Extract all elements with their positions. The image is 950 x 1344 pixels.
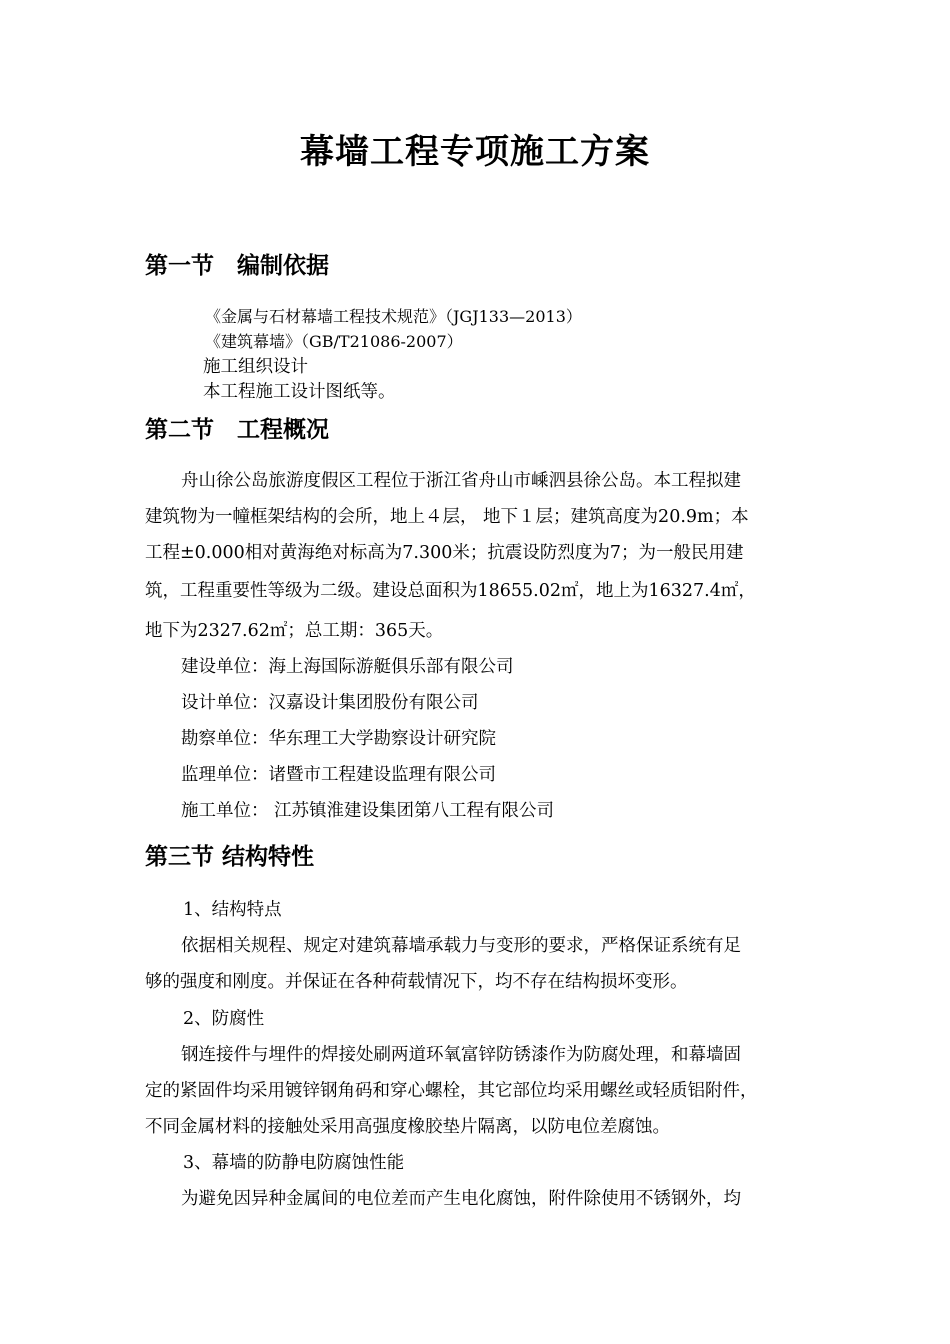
reference-item: 《金属与石材幕墙工程技术规范》（JGJ133—2013） [205,307,582,326]
paragraph-line: 不同金属材料的接触处采用高强度橡胶垫片隔离，以防电位差腐蚀。 [145,1117,670,1137]
reference-item: 施工组织设计 [203,357,308,377]
paragraph-line: 定的紧固件均采用镀锌钢角码和穿心螺栓，其它部位均采用螺丝或轻质铝附件， [145,1081,758,1101]
paragraph-line: 钢连接件与埋件的焊接处刷两道环氧富锌防锈漆作为防腐处理，和幕墙固 [181,1045,741,1065]
unit-line-surveyor: 勘察单位：华东理工大学勘察设计研究院 [181,729,496,749]
unit-line-construction-owner: 建设单位：海上海国际游艇俱乐部有限公司 [181,657,514,677]
section-3-heading: 第三节 结构特性 [145,843,315,870]
unit-line-supervisor: 监理单位：诸暨市工程建设监理有限公司 [181,765,496,785]
unit-line-designer: 设计单位：汉嘉设计集团股份有限公司 [181,693,479,713]
reference-item: 本工程施工设计图纸等。 [203,382,396,402]
section-2-heading: 第二节 工程概况 [145,416,329,443]
paragraph-line: 筑，工程重要性等级为二级。建设总面积为18655.02㎡，地上为16327.4㎡， [145,581,756,601]
paragraph-line: 工程±0.000相对黄海绝对标高为7.300米；抗震设防烈度为7；为一般民用建 [145,543,744,563]
paragraph-line: 够的强度和刚度。并保证在各种荷载情况下，均不存在结构损坏变形。 [145,972,688,992]
unit-line-contractor: 施工单位： 江苏镇淮建设集团第八工程有限公司 [181,801,555,821]
paragraph-line: 地下为2327.62㎡；总工期：365天。 [145,621,444,641]
paragraph-line: 为避免因异种金属间的电位差而产生电化腐蚀，附件除使用不锈钢外，均 [181,1189,741,1209]
section-1-heading: 第一节 编制依据 [145,252,329,279]
paragraph-line: 建筑物为一幢框架结构的会所，地上４层， 地下１层；建筑高度为20.9m；本 [145,507,749,527]
subheading: 3、幕墙的防静电防腐蚀性能 [183,1153,405,1173]
document-title: 幕墙工程专项施工方案 [300,132,650,172]
subheading: 1、结构特点 [183,900,282,920]
paragraph-line: 舟山徐公岛旅游度假区工程位于浙江省舟山市嵊泗县徐公岛。本工程拟建 [181,471,741,491]
reference-item: 《建筑幕墙》（GB/T21086-2007） [205,332,463,351]
paragraph-line: 依据相关规程、规定对建筑幕墙承载力与变形的要求，严格保证系统有足 [181,936,741,956]
subheading: 2、防腐性 [183,1009,265,1029]
